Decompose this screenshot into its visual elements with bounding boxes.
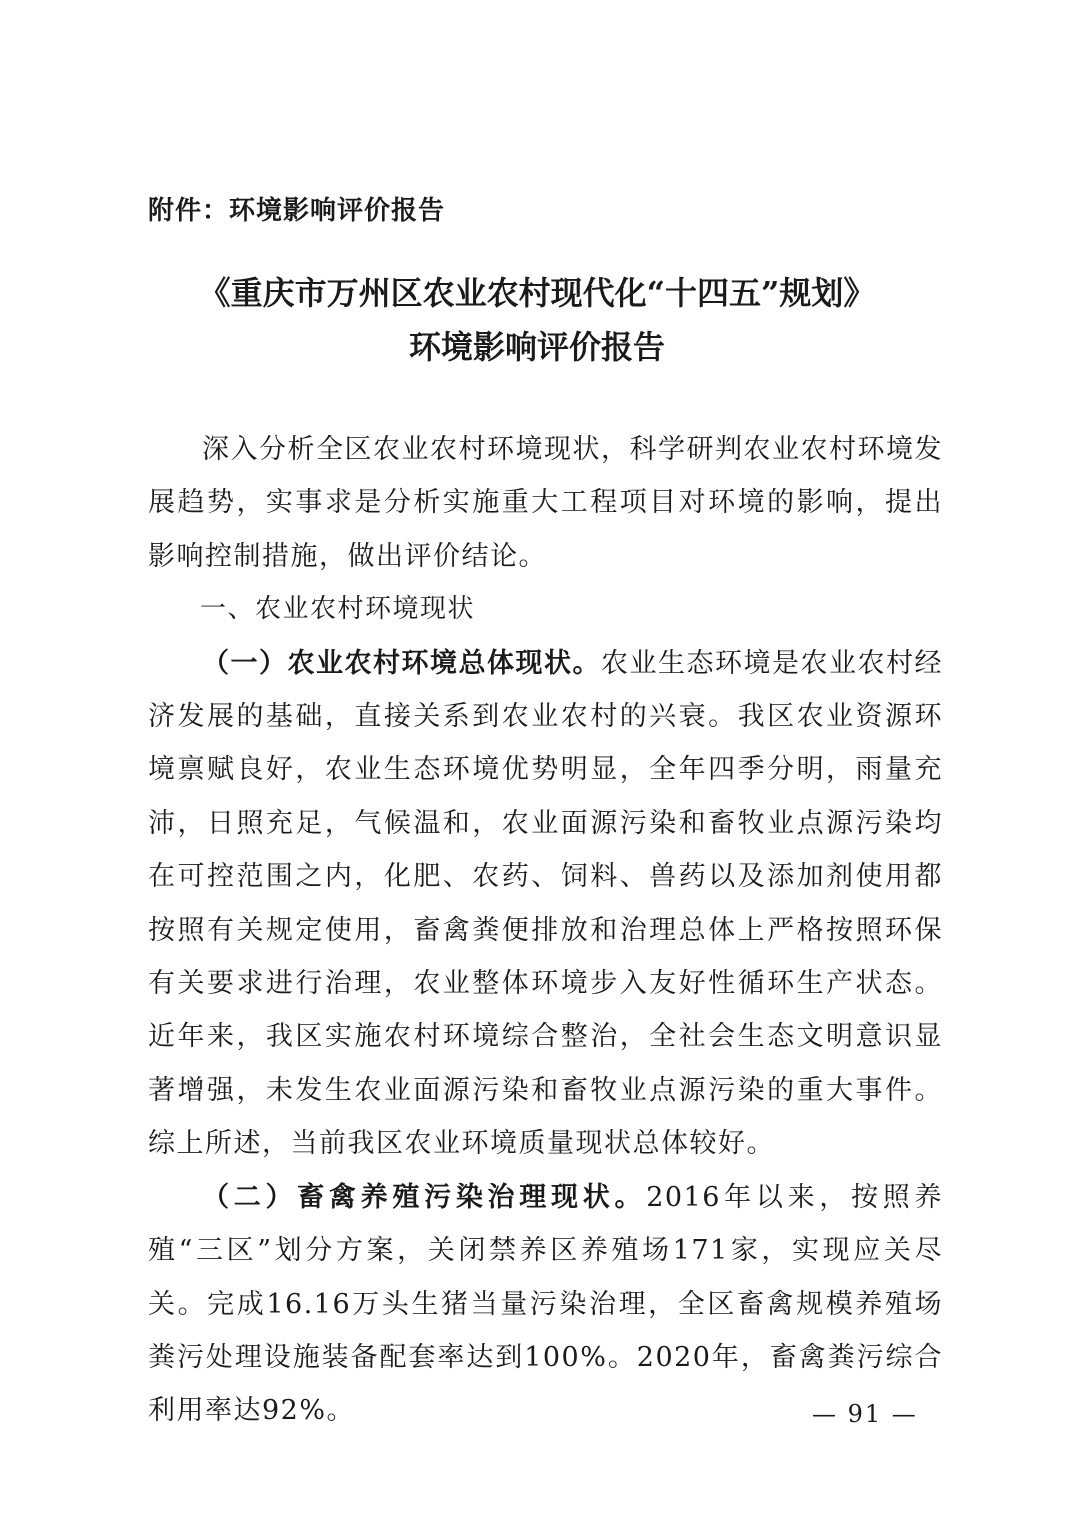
paragraph-overall-status: [148, 637, 943, 1171]
attachment-label: 附件：环境影响评价报告: [148, 196, 446, 226]
report-title-line-2: 环境影响评价报告: [408, 328, 665, 366]
paragraph-livestock-pollution: [148, 1171, 943, 1438]
text-overall-status: 农业生态环境是农业农村经济发展的基础，直接关系到农业农村的兴衰。我区农业资源环境禀赋良好，农业生态环境优势明显，全年四季分明，雨量充沛，日照充足，气候温和，农业面源污染和畜牧业点源污染均在可控范围之内，化肥、农药、饲料、兽药以及添加剂使用都按照有关规定使用，畜禽粪便排放和治理总体上严格按照环保有关要求进行治理，农业整体环境步入友好性循环生产状态。近年来，我区实施农村环境综合整治，全社会生态文明意识显著增强，未发生农业面源污染和畜牧业点源污染的重大事件。综上所述，当前我区农业环境质量现状总体较好。: [148, 647, 943, 1160]
report-body: [148, 423, 943, 1438]
page-number: — 91 —: [812, 1400, 918, 1428]
subheading-livestock-pollution: （二）畜禽养殖污染治理现状。: [202, 1181, 647, 1213]
intro-paragraph: 深入分析全区农业农村环境现状，科学研判农业农村环境发展趋势，实事求是分析实施重大工程项目对环境的影响，提出影响控制措施，做出评价结论。: [148, 434, 943, 572]
subheading-overall-status: （一）农业农村环境总体现状。: [202, 647, 601, 679]
text-livestock-pollution: 2016年以来，按照养殖“三区”划分方案，关闭禁养区养殖场171家，实现应关尽关。完成16.16万头生猪当量污染治理，全区畜禽规模养殖场粪污处理设施装备配套率达到100%。2020年，畜禽粪污综合利用率达92%。: [148, 1181, 943, 1427]
section-heading-environment-status: 一、农业农村环境现状: [200, 594, 476, 625]
report-title-line-1: 《重庆市万州区农业农村现代化“十四五”规划》: [198, 274, 876, 312]
